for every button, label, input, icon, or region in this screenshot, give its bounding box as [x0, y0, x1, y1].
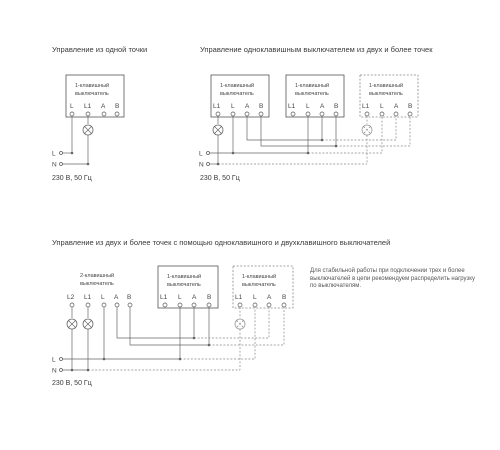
terminal-label: L1	[160, 294, 168, 301]
terminal	[60, 163, 63, 166]
line-label-l: L	[52, 356, 56, 364]
terminal	[207, 163, 210, 166]
wiring-note: Для стабильной работы при подключении трех и более выключателей в цепи рекомендуем распределить нагрузку по выключателям.	[310, 268, 475, 290]
wire-a	[117, 307, 194, 338]
junction	[208, 344, 211, 347]
switch-title-line2: выключатель	[80, 281, 114, 287]
lamp-icon	[235, 319, 245, 329]
switch-title-line1: 1-клавишный	[369, 83, 404, 89]
terminal	[102, 112, 106, 116]
junction	[103, 358, 106, 361]
junction	[193, 337, 196, 340]
terminal	[128, 303, 132, 307]
terminal	[365, 112, 369, 116]
terminal-label: B	[334, 103, 339, 110]
terminal	[102, 303, 106, 307]
lamp-icon	[213, 125, 223, 135]
terminal	[216, 112, 220, 116]
terminal	[207, 152, 210, 155]
junction	[179, 358, 182, 361]
terminal	[60, 369, 63, 372]
switch-title-line1: 1-клавишный	[220, 83, 255, 89]
terminal-label: L1	[362, 103, 370, 110]
junction	[307, 152, 310, 155]
terminal-label: L	[306, 103, 310, 110]
junction	[71, 152, 74, 155]
terminal-label: L1	[84, 103, 92, 110]
junction	[87, 163, 90, 166]
wire-a-optional	[322, 116, 396, 140]
terminal-label: B	[408, 103, 413, 110]
line-label-n: N	[199, 161, 204, 169]
switch-title-line1: 1-клавишный	[242, 274, 277, 280]
lamp-icon	[83, 125, 93, 135]
terminal-label: L	[380, 103, 384, 110]
line-label-l: L	[52, 150, 56, 158]
terminal	[253, 303, 257, 307]
line-label-n: N	[52, 161, 57, 169]
lamp-icon	[362, 125, 372, 135]
line-label-n: N	[52, 367, 57, 375]
power-label-1: 230 В, 50 Гц	[52, 175, 92, 182]
junction	[217, 163, 220, 166]
terminal-label: A	[320, 103, 325, 110]
terminal	[334, 112, 338, 116]
terminal-label: L	[101, 294, 105, 301]
terminal	[115, 112, 119, 116]
terminal-label: B	[115, 103, 120, 110]
terminal-label: A	[101, 103, 106, 110]
diagram-combined	[52, 266, 293, 375]
switch-title-line1: 1-клавишный	[167, 274, 202, 280]
switch-title-line2: выключатель	[369, 91, 403, 97]
terminal	[259, 112, 263, 116]
terminal-label: A	[267, 294, 272, 301]
diagram-one-point	[52, 75, 124, 169]
terminal	[60, 358, 63, 361]
terminal-label: L1	[288, 103, 296, 110]
terminal	[115, 303, 119, 307]
terminal	[86, 303, 90, 307]
terminal-label: L2	[67, 294, 75, 301]
terminal-label: A	[245, 103, 250, 110]
terminal	[394, 112, 398, 116]
switch-title-line2: выключатель	[167, 282, 201, 288]
switch-title-line1: 1-клавишный	[295, 83, 330, 89]
terminal	[282, 303, 286, 307]
terminal-label: L	[231, 103, 235, 110]
terminal	[245, 112, 249, 116]
terminal	[306, 112, 310, 116]
terminal	[70, 303, 74, 307]
terminal-label: L	[253, 294, 257, 301]
terminal	[408, 112, 412, 116]
terminal-label: L1	[213, 103, 221, 110]
wire-a-optional	[194, 307, 269, 338]
terminal	[60, 152, 63, 155]
terminal	[70, 112, 74, 116]
terminal	[291, 112, 295, 116]
wire-a	[247, 116, 322, 140]
lamp-icon	[67, 319, 77, 329]
line-l	[61, 307, 104, 359]
terminal	[320, 112, 324, 116]
switch-title-line2: выключатель	[242, 282, 276, 288]
terminal-label: A	[192, 294, 197, 301]
terminal-label: A	[114, 294, 119, 301]
switch-title-line2: выключатель	[295, 91, 329, 97]
line-l-optional	[180, 307, 255, 359]
terminal-label: B	[207, 294, 212, 301]
power-label-3: 230 В, 50 Гц	[52, 380, 92, 387]
heading-combined: Управление из двух и более точек с помощью одноклавишного и двухклавишного выключателей	[52, 238, 391, 247]
terminal	[231, 112, 235, 116]
diagram-multi-point	[199, 75, 418, 169]
terminal	[380, 112, 384, 116]
wire-b	[130, 307, 209, 345]
wire-b-optional	[209, 307, 284, 345]
terminal	[86, 112, 90, 116]
terminal-label: L1	[235, 294, 243, 301]
line-l-ext	[104, 307, 180, 359]
terminal	[192, 303, 196, 307]
switch-title-line1: 1-клавишный	[75, 83, 110, 89]
terminal-label: L	[70, 103, 74, 110]
terminal	[238, 303, 242, 307]
wire-b-optional	[336, 116, 410, 146]
terminal	[178, 303, 182, 307]
heading-one-point: Управление из одной точки	[52, 45, 148, 54]
terminal-label: L1	[84, 294, 92, 301]
terminal	[267, 303, 271, 307]
lamp-icon	[83, 319, 93, 329]
junction	[321, 139, 324, 142]
heading-multi-point: Управление одноклавишным выключателем из двух и более точек	[200, 45, 433, 54]
line-l-ext	[233, 116, 308, 153]
junction	[232, 152, 235, 155]
line-label-l: L	[199, 150, 203, 158]
wire-b	[261, 116, 336, 146]
terminal-label: B	[259, 103, 264, 110]
terminal-label: B	[282, 294, 287, 301]
switch-title-line1: 2-клавишный	[80, 273, 115, 279]
junction	[71, 369, 74, 372]
switch-title-line2: выключатель	[75, 91, 109, 97]
terminal	[163, 303, 167, 307]
terminal-label: L	[178, 294, 182, 301]
switch-title-line2: выключатель	[220, 91, 254, 97]
line-l-optional	[308, 116, 382, 153]
terminal-label: B	[127, 294, 132, 301]
terminal	[207, 303, 211, 307]
terminal-label: A	[394, 103, 399, 110]
power-label-2: 230 В, 50 Гц	[200, 175, 240, 182]
junction	[335, 145, 338, 148]
junction	[87, 369, 90, 372]
